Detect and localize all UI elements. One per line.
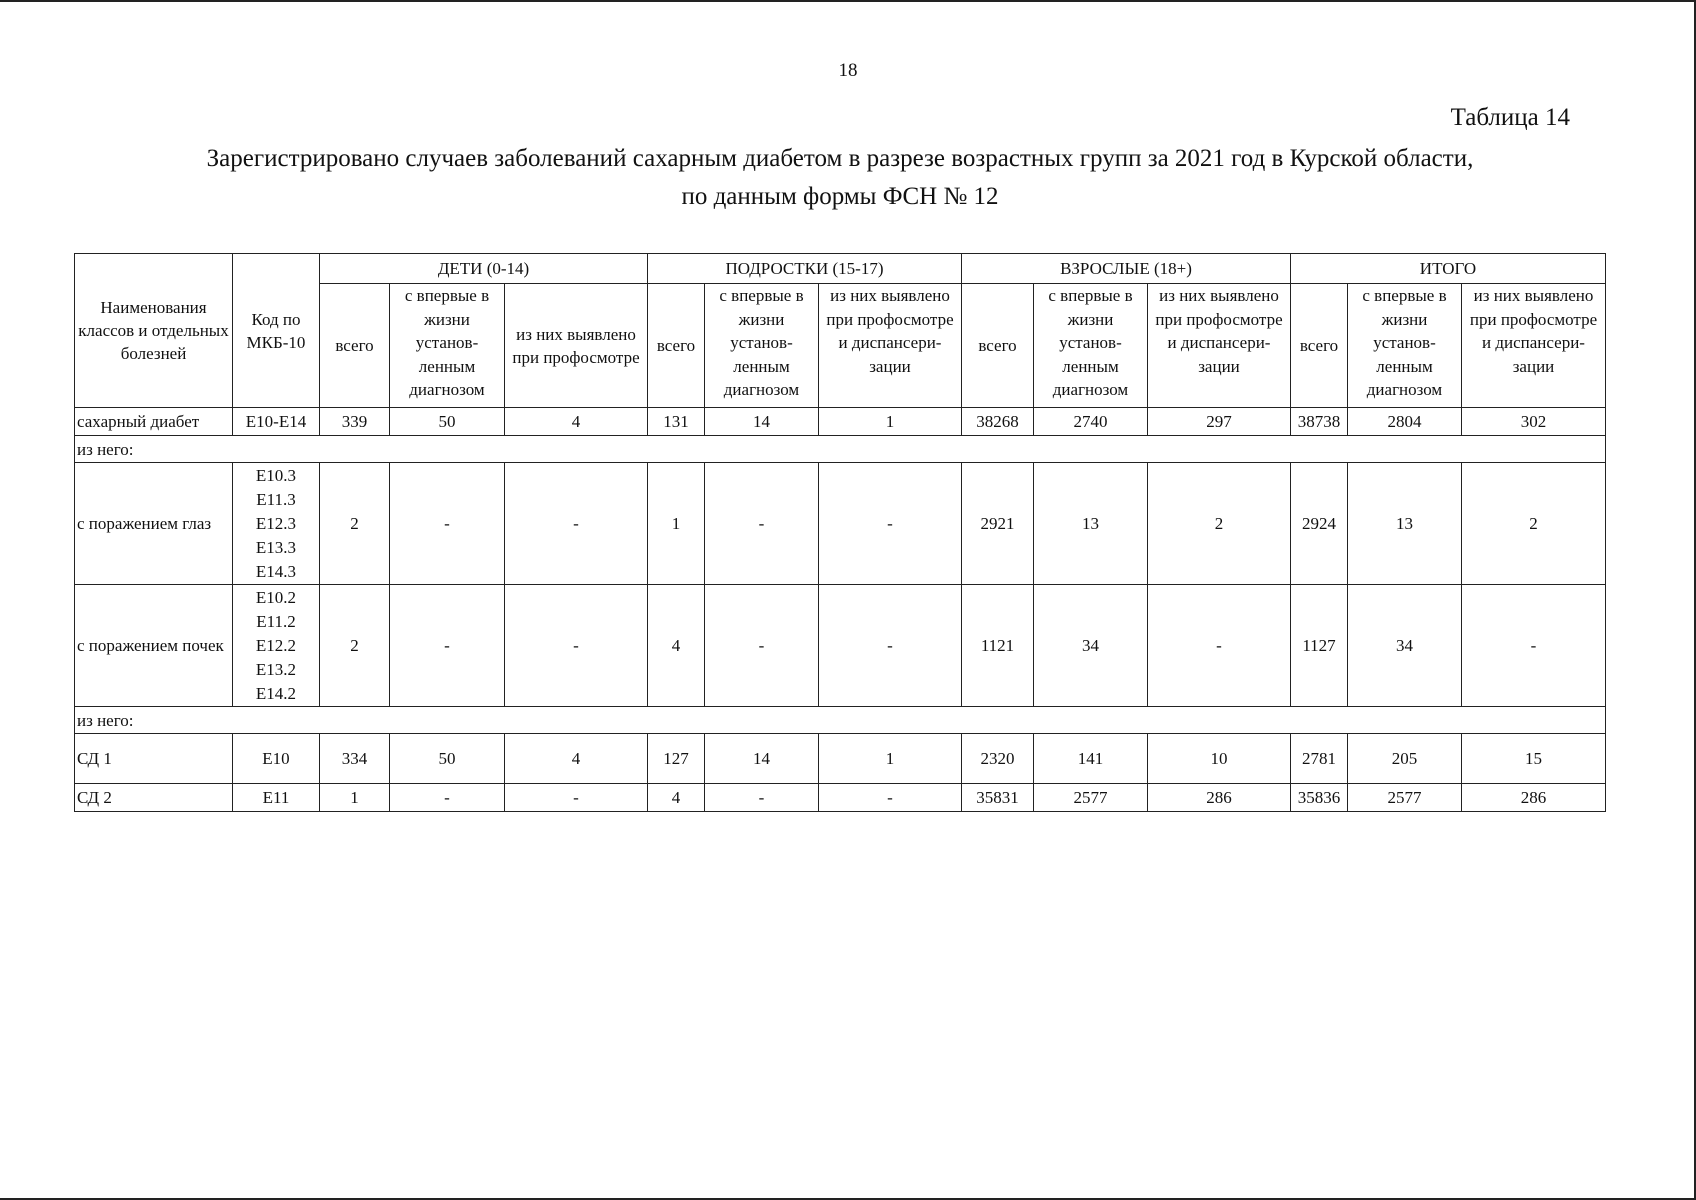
cell-value: 10 — [1148, 734, 1291, 784]
cell-value: 14 — [705, 734, 819, 784]
cell-value: 2 — [1462, 463, 1606, 585]
cell-value: 4 — [648, 585, 705, 707]
cell-value: 1 — [819, 734, 962, 784]
cell-value: 334 — [320, 734, 390, 784]
code-item: E12.3 — [255, 513, 297, 533]
table-row — [75, 408, 1606, 436]
code-item: E13.2 — [255, 659, 297, 679]
table-title-line-2: по данным формы ФСН № 12 — [681, 183, 999, 210]
cell-value: 2921 — [962, 463, 1034, 585]
row-name: СД 1 — [75, 734, 233, 784]
cell-value: 2740 — [1034, 408, 1148, 436]
cell-value: 34 — [1034, 585, 1148, 707]
row-codes — [233, 463, 320, 585]
cell-value: 1121 — [962, 585, 1034, 707]
cell-value: - — [390, 784, 505, 812]
cell-value: - — [390, 463, 505, 585]
header-group-teens: ПОДРОСТКИ (15-17) — [648, 254, 962, 284]
scan-border-top — [0, 0, 1696, 2]
header-group-adults: ВЗРОСЛЫЕ (18+) — [962, 254, 1291, 284]
cell-value: - — [819, 463, 962, 585]
header-code: Код по МКБ-10 — [233, 254, 320, 408]
cell-value: 13 — [1034, 463, 1148, 585]
cell-value: 2577 — [1348, 784, 1462, 812]
cell-value: - — [505, 585, 648, 707]
header-name: Наименования классов и отдельных болезней — [75, 254, 233, 408]
subheader-first-diagnosed: с впервые в жизни установ-ленным диагнозом — [705, 284, 819, 408]
cell-value: - — [1148, 585, 1291, 707]
cell-value: - — [819, 585, 962, 707]
cell-value: 141 — [1034, 734, 1148, 784]
header-group-total: ИТОГО — [1291, 254, 1606, 284]
cell-value: 2577 — [1034, 784, 1148, 812]
row-name: СД 2 — [75, 784, 233, 812]
table-row — [75, 585, 1606, 707]
cell-value: - — [1462, 585, 1606, 707]
section-label: из него: — [75, 707, 1606, 734]
row-code: E11 — [233, 784, 320, 812]
code-item: E14.3 — [255, 561, 297, 581]
cell-value: 15 — [1462, 734, 1606, 784]
cell-value: 339 — [320, 408, 390, 436]
cell-value: - — [505, 784, 648, 812]
cell-value: 1 — [819, 408, 962, 436]
subheader-total: всего — [320, 284, 390, 408]
code-item: E11.3 — [256, 489, 296, 509]
header-group-children: ДЕТИ (0-14) — [320, 254, 648, 284]
row-code: E10 — [233, 734, 320, 784]
cell-value: - — [705, 463, 819, 585]
cell-value: 4 — [505, 408, 648, 436]
cell-value: 14 — [705, 408, 819, 436]
table-row — [75, 784, 1606, 812]
table-section-row — [75, 436, 1606, 463]
table-row — [75, 463, 1606, 585]
cell-value: 13 — [1348, 463, 1462, 585]
row-name: сахарный диабет — [75, 408, 233, 436]
table-title — [80, 140, 1600, 216]
code-item: E13.3 — [255, 537, 297, 557]
cell-value: 302 — [1462, 408, 1606, 436]
row-name: с поражением почек — [75, 585, 233, 707]
cell-value: 4 — [505, 734, 648, 784]
cell-value: 4 — [648, 784, 705, 812]
cell-value: 34 — [1348, 585, 1462, 707]
section-label: из него: — [75, 436, 1606, 463]
cell-value: 38738 — [1291, 408, 1348, 436]
cell-value: 1 — [648, 463, 705, 585]
cell-value: - — [705, 784, 819, 812]
cell-value: 35836 — [1291, 784, 1348, 812]
subheader-total: всего — [1291, 284, 1348, 408]
cell-value: 2924 — [1291, 463, 1348, 585]
cell-value: 2 — [1148, 463, 1291, 585]
table-title-line-1: Зарегистрировано случаев заболеваний сахарным диабетом в разрезе возрастных групп за 2021 год в Курской области, — [206, 145, 1474, 172]
cell-value: 2781 — [1291, 734, 1348, 784]
cell-value: 50 — [390, 734, 505, 784]
subheader-total: всего — [962, 284, 1034, 408]
subheader-first-diagnosed: с впервые в жизни установ-ленным диагнозом — [1034, 284, 1148, 408]
cell-value: 297 — [1148, 408, 1291, 436]
cell-value: 286 — [1462, 784, 1606, 812]
subheader-total: всего — [648, 284, 705, 408]
page-number: 18 — [838, 60, 858, 81]
cell-value: - — [390, 585, 505, 707]
code-item: E10.2 — [255, 587, 297, 607]
cell-value: 1 — [320, 784, 390, 812]
cell-value: 286 — [1148, 784, 1291, 812]
code-item: E12.2 — [255, 635, 297, 655]
cell-value: 35831 — [962, 784, 1034, 812]
cell-value: 2 — [320, 463, 390, 585]
cell-value: 38268 — [962, 408, 1034, 436]
row-codes — [233, 585, 320, 707]
subheader-first-diagnosed: с впервые в жизни установ-ленным диагнозом — [1348, 284, 1462, 408]
cell-value: - — [505, 463, 648, 585]
subheader-found-at-checkup: из них выявлено при профосмотре и диспансери-зации — [819, 284, 962, 408]
diabetes-table — [74, 253, 1606, 812]
cell-value: - — [705, 585, 819, 707]
cell-value: 127 — [648, 734, 705, 784]
subheader-first-diagnosed: с впервые в жизни установ-ленным диагнозом — [390, 284, 505, 408]
cell-value: 1127 — [1291, 585, 1348, 707]
table-section-row — [75, 707, 1606, 734]
cell-value: 205 — [1348, 734, 1462, 784]
cell-value: 2804 — [1348, 408, 1462, 436]
row-code: E10-E14 — [233, 408, 320, 436]
subheader-found-at-checkup: из них выявлено при профосмотре и диспансери-зации — [1462, 284, 1606, 408]
subheader-found-at-checkup: из них выявлено при профосмотре и диспансери-зации — [1148, 284, 1291, 408]
code-item: E11.2 — [256, 611, 296, 631]
table-label: Таблица 14 — [1450, 104, 1570, 131]
cell-value: - — [819, 784, 962, 812]
row-name: с поражением глаз — [75, 463, 233, 585]
cell-value: 131 — [648, 408, 705, 436]
cell-value: 2320 — [962, 734, 1034, 784]
cell-value: 50 — [390, 408, 505, 436]
code-item: E10.3 — [255, 465, 297, 485]
subheader-found-at-checkup: из них выявлено при профосмотре — [505, 284, 648, 408]
cell-value: 2 — [320, 585, 390, 707]
table-row — [75, 734, 1606, 784]
code-item: E14.2 — [255, 683, 297, 703]
